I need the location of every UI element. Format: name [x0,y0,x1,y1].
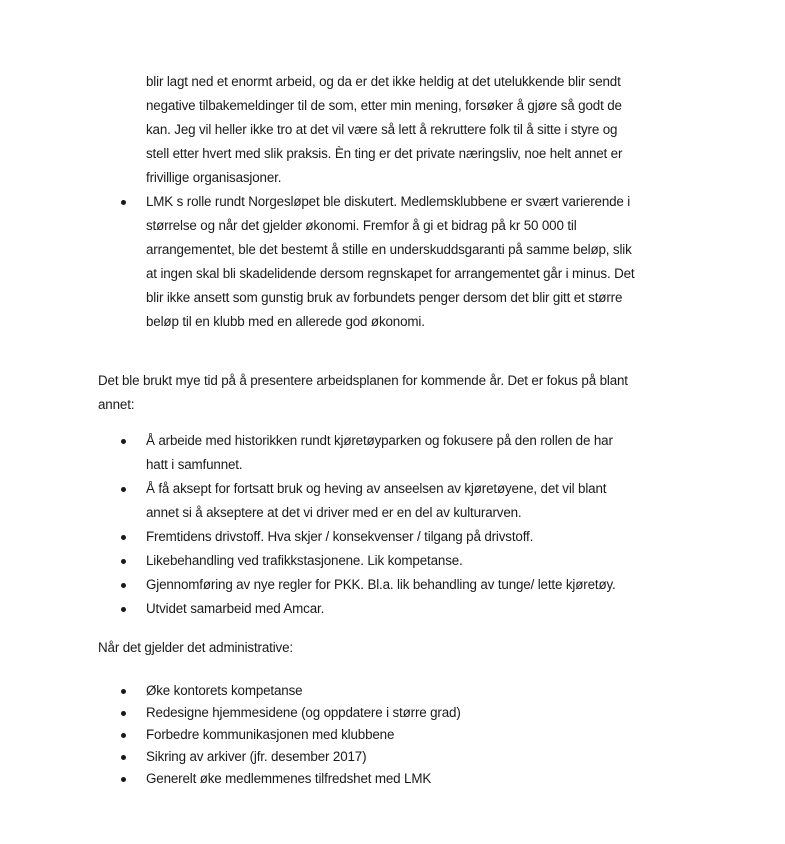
text-line: Redesigne hjemmesidene (og oppdatere i større grad) [146,705,461,720]
text-line: Sikring av arkiver (jfr. desember 2017) [146,749,367,764]
text-line: arrangementet, ble det bestemt å stille en underskuddsgaranti på samme beløp, slik [146,242,632,257]
bullet-icon [121,755,126,760]
text-line: Likebehandling ved trafikkstasjonene. Lik kompetanse. [146,553,463,568]
text-line: Forbedre kommunikasjonen med klubbene [146,727,395,742]
text-line: at ingen skal bli skadelidende dersom regnskapet for arrangementet går i minus. Det [146,266,635,281]
bullet-icon [121,689,126,694]
text-line: hatt i samfunnet. [146,457,243,472]
bullet-icon [121,487,126,492]
text-line: Øke kontorets kompetanse [146,683,303,698]
bullet-icon [121,535,126,540]
text-line: størrelse og når det gjelder økonomi. Fremfor å gi et bidrag på kr 50 000 til [146,218,577,233]
bullet-icon [121,777,126,782]
text-line: LMK s rolle rundt Norgesløpet ble diskutert. Medlemsklubbene er svært varierende i [146,194,631,209]
text-line: annet si å akseptere at det vi driver med er en del av kulturarven. [146,505,522,520]
text-line: blir lagt ned et enormt arbeid, og da er det ikke heldig at det utelukkende blir sendt [146,74,621,89]
text-line: negative tilbakemeldinger til de som, etter min mening, forsøker å gjøre så godt de [146,98,622,113]
text-line: Generelt øke medlemmenes tilfredshet med LMK [146,771,432,786]
text-line: Å få aksept for fortsatt bruk og heving av anseelsen av kjøretøyene, det vil blant [146,481,607,496]
bullet-icon [121,711,126,716]
text-line: beløp til en klubb med en allerede god økonomi. [146,314,425,329]
text-line: Å arbeide med historikken rundt kjøretøyparken og fokusere på den rollen de har [146,433,613,448]
admin-intro-paragraph: Når det gjelder det administrative: [98,640,293,655]
text-line: frivillige organisasjoner. [146,170,282,185]
text-line: stell etter hvert med slik praksis. Èn ting er det private næringsliv, noe helt annet er [146,146,623,161]
bullet-icon [121,200,126,205]
text-line: kan. Jeg vil heller ikke tro at det vil være så lett å rekruttere folk til å sitte i styre og [146,122,618,137]
text-line: blir ikke ansett som gunstig bruk av forbundets penger dersom det blir gitt et større [146,290,623,305]
text-line: annet: [98,397,135,412]
bullet-icon [121,607,126,612]
bullet-icon [121,439,126,444]
bullet-icon [121,559,126,564]
text-line: Fremtidens drivstoff. Hva skjer / konsekvenser / tilgang på drivstoff. [146,529,534,544]
text-line: Det ble brukt mye tid på å presentere arbeidsplanen for kommende år. Det er fokus på blant [98,373,628,388]
bullet-icon [121,733,126,738]
text-line: Utvidet samarbeid med Amcar. [146,601,325,616]
bullet-icon [121,583,126,588]
text-line: Gjennomføring av nye regler for PKK. Bl.a. lik behandling av tunge/ lette kjøretøy. [146,577,616,592]
